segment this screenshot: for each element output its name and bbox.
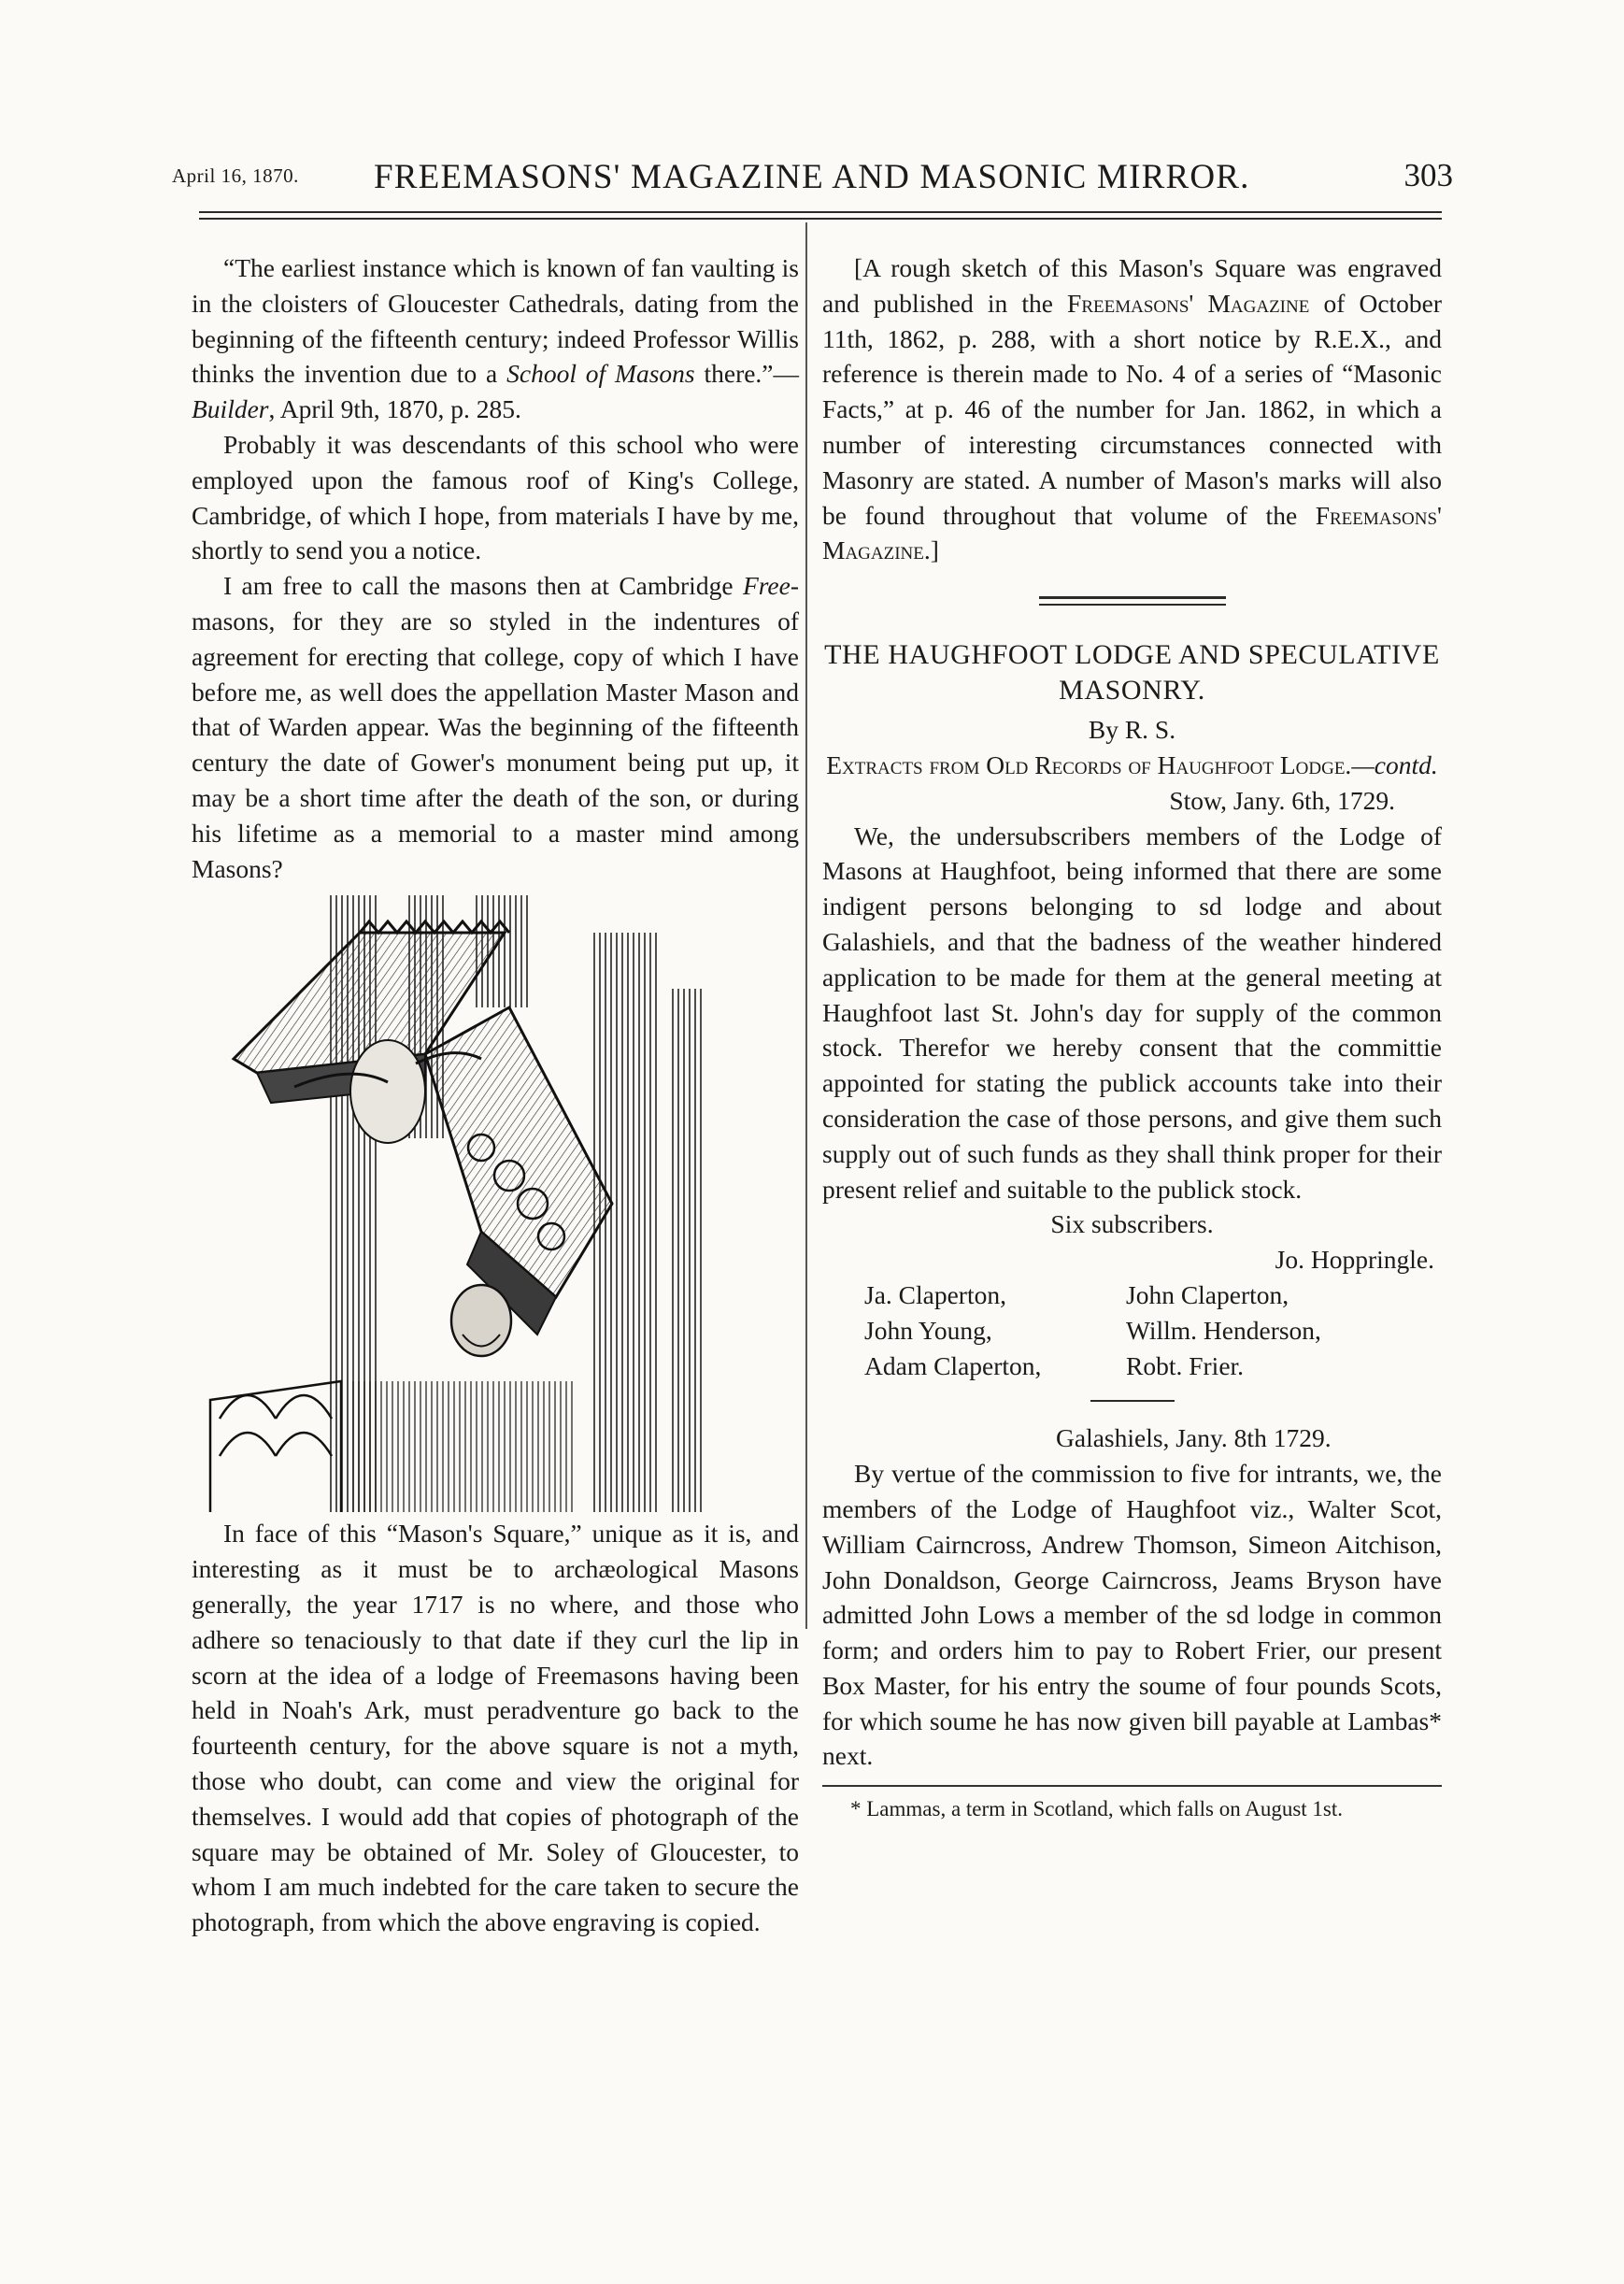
- record-galashiels: By vertue of the commission to five for intrants, we, the members of the Lodge of Haughfoot viz., Walter Scot, William Cairncross, Andrew Thomson, Simeon Aitchison, John Donaldson, George Cairncross, Jeams Bryson have admitted John Lows a member of the sd lodge in common form; and orders him to pay to Robert Frier, our present Box Master, for his entry the soume of four pounds Scots, for which soume he has now given bill payable at Lambas* next.: [822, 1459, 1442, 1771]
- left-column: [192, 250, 799, 1940]
- section-divider: [1039, 596, 1226, 599]
- running-header: [168, 157, 1453, 204]
- extracts-heading: Extracts from Old Records of Haughfoot Lodge.—contd.: [826, 749, 1438, 779]
- signer: Adam Claperton,: [864, 1350, 1042, 1380]
- header-rule-bottom: [199, 218, 1442, 220]
- dateline-stow: Stow, Jany. 6th, 1729.: [1169, 785, 1395, 815]
- dateline-galashiels: Galashiels, Jany. 8th 1729.: [1056, 1423, 1332, 1453]
- quotation-paragraph: “The earliest instance which is known of fan vaulting is in the cloisters of Gloucester Cathedrals, dating from the beginning of the fifteenth century; indeed Professor Willis thinks the invention due to a School of Masons there.”—Builder, April 9th, 1870, p. 285.: [192, 253, 800, 424]
- section-divider-lower: [1039, 604, 1226, 606]
- masons-square-engraving: [201, 895, 790, 1512]
- signer: John Young,: [864, 1315, 992, 1345]
- records-divider: [1090, 1400, 1175, 1402]
- paragraph-descendants: Probably it was descendants of this school who were employed upon the famous roof of King's College, Cambridge, of which I hope, from materials I have by me, shortly to send you a notice.: [192, 429, 799, 565]
- issue-date: April 16, 1870.: [172, 164, 299, 187]
- magazine-title: FREEMASONS' MAGAZINE AND MASONIC MIRROR.: [374, 158, 1250, 196]
- page-number: 303: [1403, 157, 1453, 193]
- right-column: [822, 250, 1442, 1823]
- byline: By R. S.: [1088, 715, 1176, 745]
- signers-list: [864, 1278, 1442, 1383]
- signer: Ja. Claperton,: [864, 1279, 1006, 1309]
- footnote-lammas: * Lammas, a term in Scotland, which falls on August 1st.: [850, 1797, 1344, 1821]
- article-title: THE HAUGHFOOT LODGE AND SPECULATIVE MASONRY.: [824, 639, 1440, 707]
- signer: Robt. Frier.: [1126, 1350, 1245, 1380]
- six-subscribers: Six subscribers.: [1050, 1209, 1214, 1239]
- column-divider: [805, 222, 807, 1629]
- footnote-rule: [822, 1785, 1442, 1787]
- signer: Willm. Henderson,: [1126, 1315, 1321, 1345]
- signer: John Claperton,: [1126, 1279, 1289, 1309]
- header-rule-top: [199, 211, 1442, 213]
- signer-hoppringle: Jo. Hoppringle.: [1275, 1245, 1434, 1275]
- paragraph-masons-square: In face of this “Mason's Square,” unique as it is, and interesting as it must be to archæological Masons generally, the year 1717 is no where, and those who adhere so tenaciously to that date if they curl the lip in scorn at the idea of a lodge of Freemasons having been held in Noah's Ark, must peradventure go back to the fourteenth century, for the above square is not a myth, those who doubt, can come and view the original for themselves. I would add that copies of photograph of the square may be obtained of Mr. Soley of Gloucester, to whom I am much indebted for the care taken to secure the photograph, from which the above engraving is copied.: [192, 1519, 799, 1937]
- editorial-note: [A rough sketch of this Mason's Square was engraved and published in the Freemasons' Magazine of October 11th, 1862, p. 288, with a short notice by R.E.X., and reference is therein made to No. 4 of a series of “Masonic Facts,” at p. 46 of the number for Jan. 1862, in which a number of interesting circumstances connected with Masonry are stated. A number of Mason's marks will also be found throughout that volume of the Freemasons' Magazine.]: [822, 253, 1443, 565]
- record-stow: We, the undersubscribers members of the Lodge of Masons at Haughfoot, being informed that there are some indigent persons belonging to sd lodge and about Galashiels, and that the badness of the weather hindered application to be made for them at the general meeting at Haughfoot last St. John's day for supply of the common stock. Therefor we hereby consent that the committie appointed for stating the publick accounts take into their consideration the case of those persons, and give them such supply out of such funds as they shall think proper for their present relief and suitable to the publick stock.: [822, 821, 1442, 1204]
- paragraph-free-masons: I am free to call the masons then at Cambridge Free-masons, for they are so styled in the indentures of agreement for erecting that college, copy of which I have before me, as well does the appellation Master Mason and that of Warden appear. Was the beginning of the fifteenth century the date of Gower's monument being put up, it may be a short time after the death of the son, or during his lifetime as a memorial to a master mind among Masons?: [192, 571, 800, 883]
